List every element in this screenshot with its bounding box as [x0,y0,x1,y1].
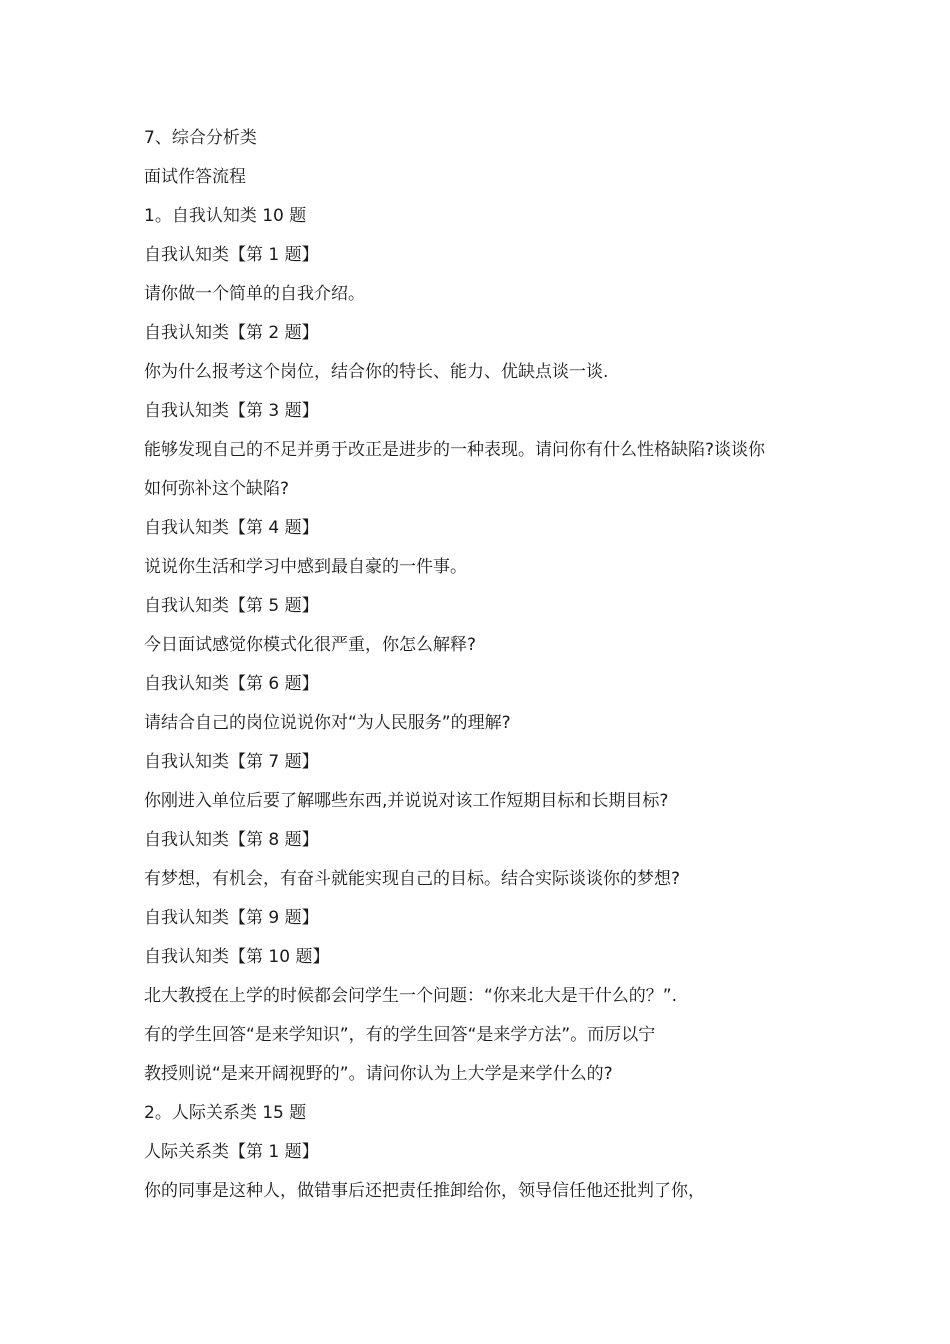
question-text: 今日面试感觉你模式化很严重，你怎么解释? [144,635,477,655]
question-title: 自我认知类【第 5 题】 [144,596,319,616]
question-text: 有梦想，有机会，有奋斗就能实现自己的目标。结合实际谈谈你的梦想? [144,869,681,889]
question-text: 请你做一个简单的自我介绍。 [144,284,365,304]
question-title: 人际关系类【第 1 题】 [144,1142,319,1162]
question-title: 自我认知类【第 10 题】 [144,947,330,967]
question-title: 自我认知类【第 9 题】 [144,908,319,928]
question-title: 自我认知类【第 7 题】 [144,752,319,772]
question-text: 北大教授在上学的时候都会问学生一个问题：“你来北大是干什么的？”. [144,986,678,1006]
question-title: 自我认知类【第 2 题】 [144,323,319,343]
section-heading-interpersonal: 2。人际关系类 15 题 [144,1103,307,1123]
question-title: 自我认知类【第 3 题】 [144,401,319,421]
question-text: 如何弥补这个缺陷? [144,479,290,499]
document-body [144,119,844,1211]
question-text: 请结合自己的岗位说说你对“为人民服务”的理解? [144,713,511,733]
question-text: 教授则说“是来开阔视野的”。请问你认为上大学是来学什么的? [144,1064,613,1084]
section-heading-comprehensive-analysis: 7、综合分析类 [144,128,257,148]
question-text: 你的同事是这种人，做错事后还把责任推卸给你，领导信任他还批判了你， [144,1181,705,1201]
question-title: 自我认知类【第 4 题】 [144,518,319,538]
heading-interview-answer-process: 面试作答流程 [144,167,246,187]
question-text: 能够发现自己的不足并勇于改正是进步的一种表现。请问你有什么性格缺陷?谈谈你 [144,440,766,460]
section-heading-self-cognition: 1。自我认知类 10 题 [144,206,307,226]
question-title: 自我认知类【第 1 题】 [144,245,319,265]
question-text: 你刚进入单位后要了解哪些东西,并说说对该工作短期目标和长期目标? [144,791,669,811]
question-title: 自我认知类【第 8 题】 [144,830,319,850]
question-text: 说说你生活和学习中感到最自豪的一件事。 [144,557,467,577]
question-text: 有的学生回答“是来学知识”，有的学生回答“是来学方法”。而厉以宁 [144,1025,656,1045]
question-title: 自我认知类【第 6 题】 [144,674,319,694]
question-text: 你为什么报考这个岗位，结合你的特长、能力、优缺点谈一谈. [144,362,609,382]
